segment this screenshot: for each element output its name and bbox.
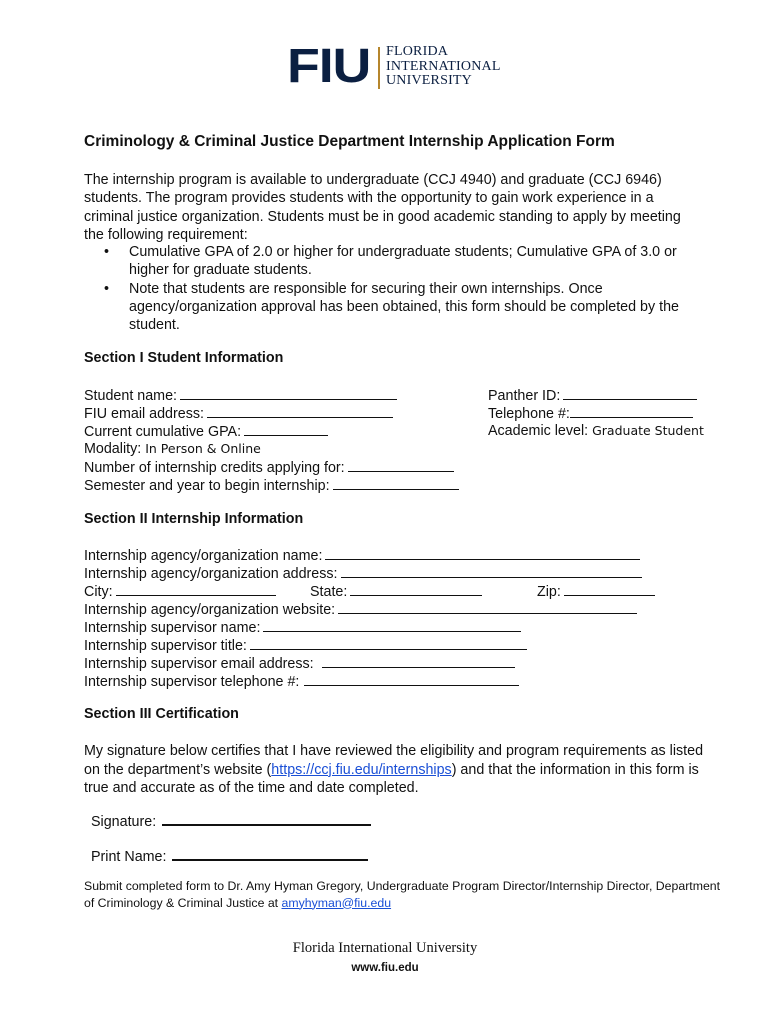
wordmark-line-2: INTERNATIONAL	[386, 58, 501, 74]
supervisor-phone-input[interactable]	[304, 672, 519, 686]
state-input[interactable]	[350, 582, 482, 596]
supervisor-name-field[interactable]	[84, 618, 521, 637]
agency-address-label: Internship agency/organization address:	[84, 566, 338, 582]
agency-address-field[interactable]	[84, 564, 642, 583]
section-2-heading: Section II Internship Information	[84, 511, 304, 527]
bullet-icon: •	[104, 280, 110, 297]
director-email-link[interactable]: amyhyman@fiu.edu	[281, 895, 392, 910]
supervisor-title-field[interactable]	[84, 636, 527, 655]
list-item	[104, 280, 704, 335]
agency-name-input[interactable]	[325, 546, 640, 560]
semester-field[interactable]	[84, 476, 459, 495]
telephone-input[interactable]	[570, 404, 693, 418]
student-name-field[interactable]	[84, 386, 397, 405]
section-3-heading: Section III Certification	[84, 706, 239, 722]
agency-name-label: Internship agency/organization name:	[84, 548, 323, 564]
wordmark-line-3: UNIVERSITY	[386, 73, 472, 88]
certification-text-end: ) and that the information in this form is true and accurate as of the time and date completed.	[84, 761, 699, 796]
zip-label: Zip:	[537, 584, 561, 600]
supervisor-name-label: Internship supervisor name:	[84, 620, 261, 636]
footer-university-name: Florida International University	[292, 940, 478, 956]
supervisor-email-input[interactable]	[322, 654, 515, 668]
email-field[interactable]	[84, 404, 393, 423]
email-label: FIU email address:	[84, 406, 204, 422]
zip-field[interactable]	[537, 582, 655, 601]
panther-id-field[interactable]	[488, 386, 697, 405]
modality-field[interactable]	[84, 440, 261, 458]
modality-label: Modality:	[84, 441, 142, 457]
print-name-field[interactable]	[91, 845, 368, 866]
academic-level-label: Academic level:	[488, 423, 589, 439]
certification-paragraph	[84, 742, 709, 798]
academic-level-value[interactable]: Graduate Student	[592, 423, 704, 438]
supervisor-name-input[interactable]	[263, 618, 521, 632]
section-1-heading: Section I Student Information	[84, 350, 284, 366]
wordmark-line-1: FLORIDA	[386, 44, 449, 59]
website-input[interactable]	[338, 600, 637, 614]
credits-field[interactable]	[84, 458, 454, 477]
state-field[interactable]	[310, 582, 482, 601]
submit-instructions	[84, 878, 724, 911]
submit-text: Submit completed form to Dr. Amy Hyman Gregory, Undergraduate Program Director/Internship Director, Department of Criminology & Criminal Justice at	[84, 879, 721, 910]
panther-id-input[interactable]	[563, 386, 697, 400]
supervisor-email-field[interactable]	[84, 654, 515, 673]
website-label: Internship agency/organization website:	[84, 602, 336, 618]
semester-label: Semester and year to begin internship:	[84, 478, 330, 494]
footer-website[interactable]: www.fiu.edu	[351, 962, 419, 974]
list-item	[104, 243, 704, 280]
gpa-input[interactable]	[244, 422, 328, 436]
agency-name-field[interactable]	[84, 546, 640, 565]
modality-value[interactable]: In Person & Online	[145, 441, 261, 456]
supervisor-title-label: Internship supervisor title:	[84, 638, 247, 654]
agency-address-input[interactable]	[341, 564, 642, 578]
email-input[interactable]	[207, 404, 393, 418]
gpa-field[interactable]	[84, 422, 328, 441]
academic-level-field[interactable]	[488, 422, 704, 440]
fiu-logo-mark: FIU	[287, 40, 371, 93]
student-name-label: Student name:	[84, 388, 177, 404]
signature-label: Signature:	[91, 814, 157, 830]
signature-input[interactable]	[162, 810, 371, 826]
supervisor-phone-field[interactable]	[84, 672, 519, 691]
requirement-text: Cumulative GPA of 2.0 or higher for undergraduate students; Cumulative GPA of 3.0 or higher for graduate students.	[129, 244, 677, 279]
website-field[interactable]	[84, 600, 637, 619]
logo-divider	[378, 47, 380, 89]
requirements-list	[104, 243, 704, 334]
telephone-label: Telephone #:	[488, 406, 570, 422]
student-name-input[interactable]	[180, 386, 397, 400]
city-label: City:	[84, 584, 113, 600]
gpa-label: Current cumulative GPA:	[84, 424, 242, 440]
telephone-field[interactable]	[488, 404, 693, 423]
signature-field[interactable]	[91, 810, 371, 831]
credits-input[interactable]	[348, 458, 454, 472]
internships-link[interactable]: https://ccj.fiu.edu/internships	[271, 761, 452, 778]
requirement-text: Note that students are responsible for securing their own internships. Once agency/organization approval has been obtained, this form should be completed by the student.	[129, 280, 679, 334]
supervisor-email-label: Internship supervisor email address:	[84, 656, 314, 672]
city-input[interactable]	[116, 582, 276, 596]
supervisor-title-input[interactable]	[250, 636, 527, 650]
print-name-label: Print Name:	[91, 849, 167, 865]
state-label: State:	[310, 584, 348, 600]
zip-input[interactable]	[564, 582, 655, 596]
semester-input[interactable]	[333, 476, 459, 490]
certification-text-start: My signature below certifies that I have reviewed the eligibility and program requirements as listed on the department’s website (	[84, 743, 704, 778]
university-wordmark	[386, 45, 501, 89]
print-name-input[interactable]	[172, 845, 368, 861]
form-title: Criminology & Criminal Justice Department Internship Application Form	[84, 133, 615, 150]
credits-label: Number of internship credits applying for:	[84, 460, 345, 476]
intro-paragraph: The internship program is available to undergraduate (CCJ 4940) and graduate (CCJ 6946) students. The program provides students with the opportunity to gain work experience in a criminal justice organization. Students must be in good academic standing to apply by meeting the following requirement:	[84, 172, 681, 243]
panther-id-label: Panther ID:	[488, 388, 561, 404]
city-field[interactable]	[84, 582, 276, 601]
supervisor-phone-label: Internship supervisor telephone #:	[84, 674, 300, 690]
bullet-icon: •	[104, 244, 110, 260]
